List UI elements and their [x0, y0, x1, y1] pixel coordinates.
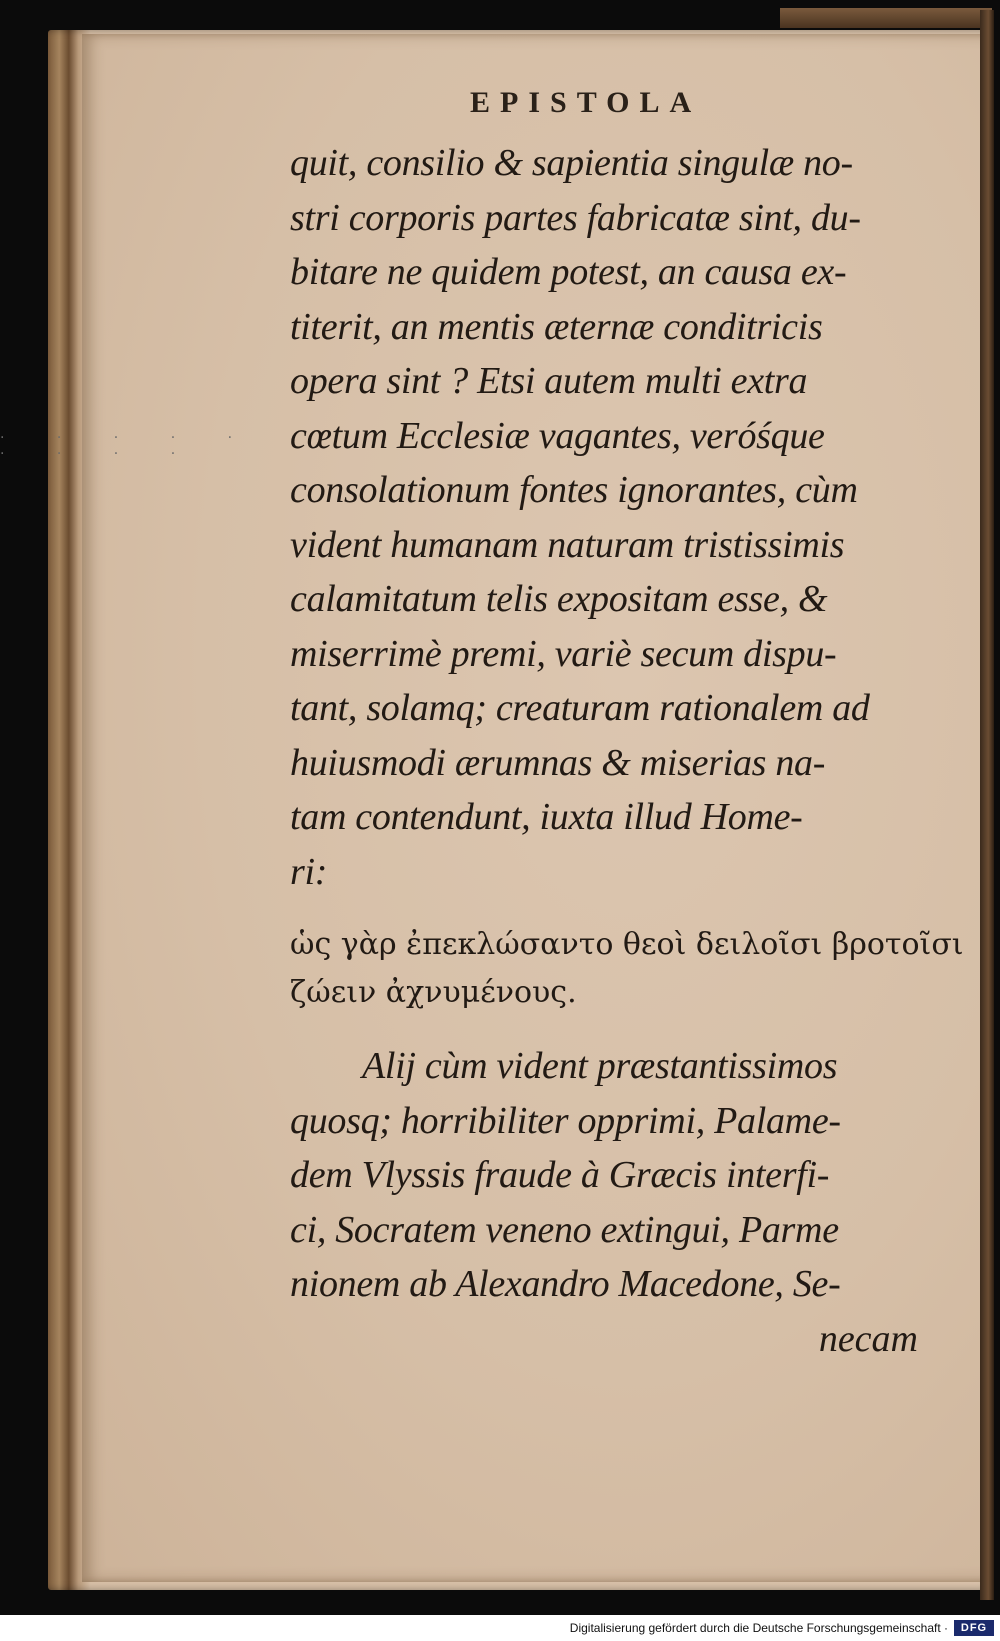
binding-top-strip [780, 8, 992, 28]
text-line: calamitatum telis expositam esse, & [290, 578, 828, 620]
text-line: tam contendunt, iuxta illud Home- [290, 796, 803, 838]
greek-quote-line: ὡς γὰρ ἐπεκλώσαντο θεοὶ δειλοῖσι βροτοῖσι [290, 927, 964, 962]
text-line: stri corporis partes fabricatæ sint, du- [290, 196, 861, 239]
text-line: consolationum fontes ignorantes, cùm [290, 469, 858, 511]
greek-quote-line: ζώειν ἀχνυμένους. [290, 975, 577, 1010]
footer-bar [0, 1615, 1000, 1641]
text-line: cœtum Ecclesiæ vagantes, veróśque [290, 414, 825, 457]
text-line: nionem ab Alexandro Macedone, Se- [290, 1263, 841, 1305]
running-head: EPISTOLA [470, 86, 702, 119]
text-line: quosq; horribiliter opprimi, Palame- [290, 1099, 841, 1142]
text-line: miserrimè premi, variè secum dispu- [290, 632, 837, 675]
text-line: opera sint ? Etsi autem multi extra [290, 360, 808, 402]
text-block [290, 136, 964, 1366]
text-line: huiusmodi ærumnas & miserias na- [290, 741, 826, 784]
text-line: ri: [290, 850, 328, 893]
funding-notice: Digitalisierung gefördert durch die Deutsche Forschungsgemeinschaft · [569, 1621, 948, 1635]
margin-dots: · · · · · · · · · [0, 430, 257, 462]
text-line: ci, Socratem veneno extingui, Parme [290, 1208, 839, 1251]
spacer [290, 1017, 930, 1039]
text-line: titerit, an mentis æternæ conditricis [290, 305, 823, 348]
spacer [290, 899, 930, 921]
text-line: vident humanam naturam tristissimis [290, 523, 845, 566]
text-line: tant, solamq; creaturam rationalem ad [290, 687, 870, 729]
text-line: dem Vlyssis fraude à Græcis interfi- [290, 1154, 830, 1196]
page-right-edge [980, 10, 994, 1600]
catchword: necam [818, 1317, 918, 1360]
paragraph-start-line: Alij cùm vident præstantissimos [362, 1045, 838, 1087]
dfg-logo: DFG [954, 1620, 994, 1636]
text-line: quit, consilio & sapientia singulæ no- [290, 142, 853, 184]
text-line: bitare ne quidem potest, an causa ex- [290, 251, 847, 293]
